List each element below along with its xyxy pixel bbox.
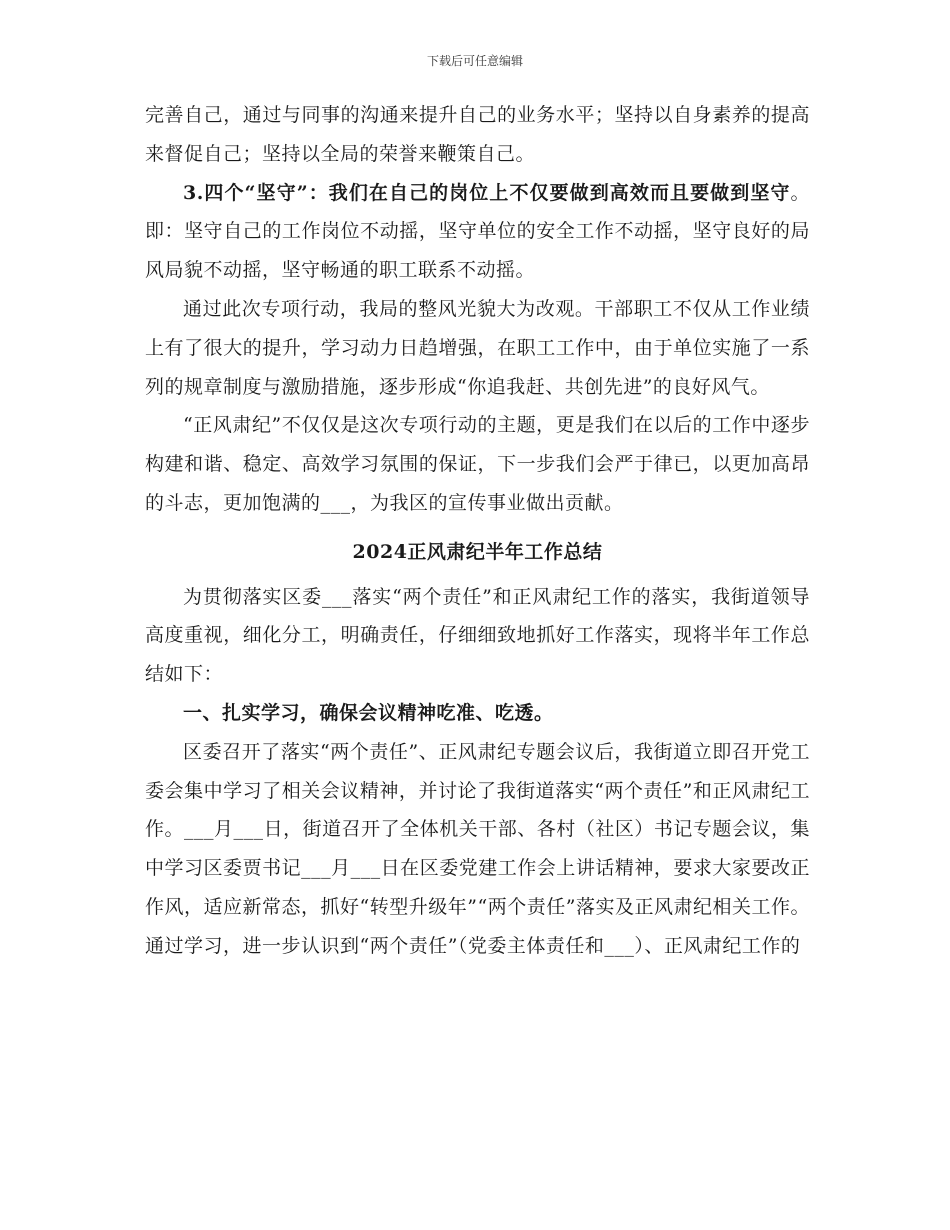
section-heading: 一、扎实学习，确保会议精神吃准、吃透。 <box>183 701 554 724</box>
paragraph: “正风肃纪”不仅仅是这次专项行动的主题，更是我们在以后的工作中逐步构建和谐、稳定、高效学习氛围的保证，下一步我们会严于律已，以更加高昂的斗志，更加饱满的___，为我区的宣传事业做出贡献。 <box>145 414 810 514</box>
bold-lead: 3.四个“坚守”：我们在自己的岗位上不仅要做到高效而且要做到坚守 <box>183 181 791 204</box>
paragraph <box>145 174 810 290</box>
paragraph: 通过此次专项行动，我局的整风光貌大为改观。干部职工不仅从工作业绩上有了很大的提升，学习动力日趋增强，在职工工作中，由于单位实施了一系列的规章制度与激励措施，逐步形成“你追我赶、共创先进”的良好风气。 <box>145 297 810 398</box>
page-header: 下载后可任意编辑 <box>426 54 523 68</box>
paragraph: 为贯彻落实区委___落实“两个责任”和正风肃纪工作的落实，我街道领导高度重视，细化分工，明确责任，仔细细致地抓好工作落实，现将半年工作总结如下： <box>145 585 810 686</box>
paragraph-text: 。即：坚守自己的工作岗位不动摇，坚守单位的安全工作不动摇，坚守良好的局风局貌不动摇，坚守畅通的职工联系不动摇。 <box>145 181 810 282</box>
document-body <box>145 96 810 966</box>
document-title: 2024正风肃纪半年工作总结 <box>352 540 603 563</box>
paragraph: 完善自己，通过与同事的沟通来提升自己的业务水平；坚持以自身素养的提高来督促自己；坚持以全局的荣誉来鞭策自己。 <box>145 104 810 165</box>
paragraph: 区委召开了落实“两个责任”、正风肃纪专题会议后，我街道立即召开党工委会集中学习了相关会议精神，并讨论了我街道落实“两个责任”和正风肃纪工作。___月___日，街道召开了全体机关干部、各村（社区）书记专题会议，集中学习区委贾书记___月___日在区委党建工作会上讲话精神，要求大家要改正作风，适应新常态，抓好“转型升级年”“两个责任”落实及正风肃纪相关工作。通过学习，进一步认识到“两个责任”（党委主体责任和___）、正风肃纪工作的 <box>145 740 810 957</box>
